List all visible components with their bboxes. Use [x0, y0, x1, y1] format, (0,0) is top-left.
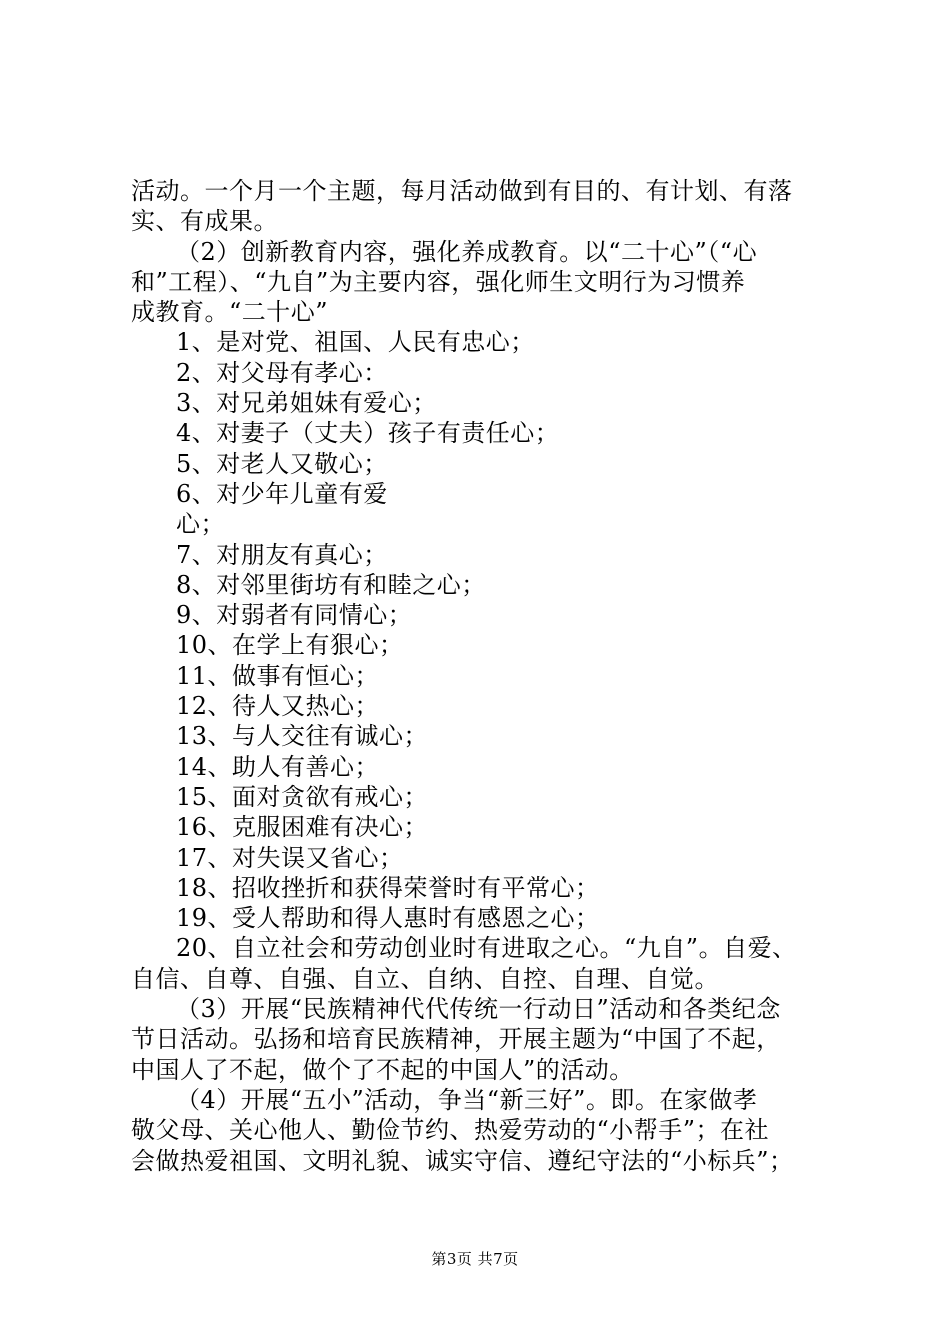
text-line: （4）开展“五小”活动，争当“新三好”。即。在家做孝	[176, 1085, 758, 1114]
text-line: 心；	[176, 510, 225, 539]
text-line: 成教育。“二十心”	[131, 298, 329, 327]
text-line: 敬父母、关心他人、勤俭节约、热爱劳动的“小帮手”；在社	[131, 1116, 770, 1145]
text-line: 13、与人交往有诚心；	[176, 722, 429, 751]
document-body	[131, 176, 831, 1176]
text-line: 实、有成果。	[131, 207, 278, 236]
text-line: 2、对父母有孝心：	[176, 358, 388, 387]
text-line: 自信、自尊、自强、自立、自纳、自控、自理、自觉。	[131, 964, 719, 993]
text-line: 1、是对党、祖国、人民有忠心；	[176, 328, 535, 357]
text-line: 7、对朋友有真心；	[176, 540, 388, 569]
page-footer: 第3页 共7页	[431, 1250, 519, 1268]
text-line: 15、面对贪欲有戒心；	[176, 782, 429, 811]
text-line: 中国人了不起，做个了不起的中国人”的活动。	[131, 1055, 634, 1084]
text-line: 11、做事有恒心；	[176, 661, 380, 690]
text-line: 19、受人帮助和得人惠时有感恩之心；	[176, 904, 600, 933]
text-line: 3、对兄弟姐妹有爱心；	[176, 389, 437, 418]
text-line: 20、自立社会和劳动创业时有进取之心。“九自”。自爱、	[176, 934, 797, 963]
text-line: 6、对少年儿童有爱	[176, 479, 388, 508]
text-line: 18、招收挫折和获得荣誉时有平常心；	[176, 873, 600, 902]
text-line: 节日活动。弘扬和培育民族精神，开展主题为“中国了不起，	[131, 1025, 781, 1054]
text-line: 14、助人有善心；	[176, 752, 380, 781]
text-line: 会做热爱祖国、文明礼貌、诚实守信、遵纪守法的“小标兵”；	[131, 1146, 794, 1175]
text-line: （2）创新教育内容，强化养成教育。以“二十心”（“心	[176, 237, 758, 266]
text-line: 10、在学上有狠心；	[176, 631, 404, 660]
text-line: 12、待人又热心；	[176, 692, 380, 721]
text-line: 4、对妻子（丈夫）孩子有责任心；	[176, 419, 560, 448]
text-line: （3）开展“民族精神代代传统一行动日”活动和各类纪念	[176, 995, 781, 1024]
text-line: 和”工程）、“九自”为主要内容，强化师生文明行为习惯养	[131, 267, 746, 296]
text-line: 17、对失误又省心；	[176, 843, 404, 872]
text-line: 16、克服困难有决心；	[176, 813, 429, 842]
text-line: 活动。一个月一个主题，每月活动做到有目的、有计划、有落	[131, 177, 793, 205]
text-line: 5、对老人又敬心；	[176, 449, 388, 478]
text-line: 9、对弱者有同情心；	[176, 601, 413, 630]
text-line: 8、对邻里街坊有和睦之心；	[176, 570, 486, 599]
